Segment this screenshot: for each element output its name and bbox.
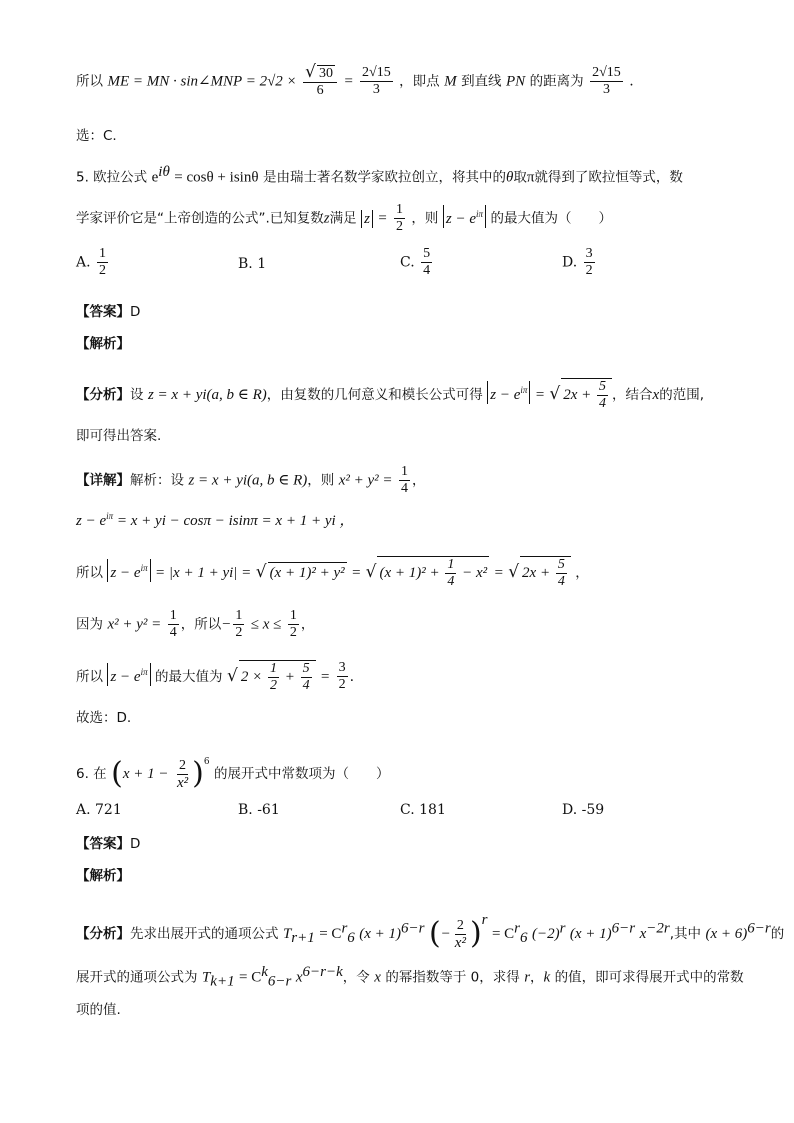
denominator: 2 (338, 677, 346, 693)
denominator: 4 (302, 678, 310, 693)
numerator: 2 (179, 757, 187, 773)
exponent: 6−r (611, 920, 636, 937)
numerator: 5 (302, 661, 310, 676)
option-label: A. (76, 254, 91, 271)
option-value: 181 (419, 802, 446, 818)
denominator: 3 (372, 82, 380, 97)
exponent: iπ (106, 511, 114, 521)
superscript: r (341, 920, 348, 937)
text: ，则 (411, 210, 439, 227)
answer-previous: 选：C. (76, 128, 117, 144)
option-a[interactable] (76, 802, 122, 818)
text: ， (412, 472, 426, 489)
text: 就得到了欧拉恒等式，数 (534, 169, 683, 186)
option-a[interactable] (76, 246, 110, 279)
equation: = C (491, 926, 515, 942)
option-d[interactable] (562, 802, 604, 818)
numerator: 2 (456, 917, 464, 933)
text: ，则 (307, 472, 335, 489)
exponent: 6−r−k (302, 964, 343, 980)
text: 先求出展开式的通项公式 (130, 926, 279, 942)
fraction: $\frac{√ 30}{6}$ (303, 64, 337, 99)
option-c[interactable] (400, 246, 434, 279)
text: 学家评价它是“上帝创造的公式”.已知复数 (76, 210, 324, 227)
text: 的范围, (659, 386, 705, 403)
exponent: 6−r (401, 920, 425, 937)
numerator: 1 (395, 202, 403, 217)
modulus (443, 205, 486, 228)
var-pi: π (526, 169, 535, 186)
denominator: 4 (599, 396, 607, 411)
answer-tag: 【答案】 (76, 836, 130, 852)
numerator: 1 (289, 608, 297, 623)
q5-because-line (76, 608, 314, 641)
modulus (107, 663, 150, 686)
expr: (x + 1) (359, 926, 402, 942)
numerator: 1 (169, 608, 177, 623)
q6-stem: 6. 在 (x + 1 − $\frac{2}{\text{x²}}$ )$^6$ 的展开式中常数项为（ ） (76, 756, 390, 791)
var-PN: PN (506, 73, 526, 90)
text: 的展开式中常数项为（ ） (214, 766, 390, 782)
expr: 2x + (522, 564, 551, 581)
var-z: z (323, 210, 330, 227)
text: ，即点 (399, 73, 440, 90)
expr: (x + 1)² + (379, 564, 440, 581)
q5-final: 故选：D. (76, 710, 132, 726)
sqrt-expr (377, 556, 489, 590)
denominator: 2 (235, 625, 243, 640)
detail-tag: 【详解】 (76, 472, 130, 489)
fenxi-tag: 【分析】 (76, 386, 130, 403)
var-k: k (543, 969, 551, 986)
modulus (487, 381, 530, 404)
var-T: T (282, 926, 292, 942)
equation: x² + y² = (338, 472, 393, 489)
q5-answer (76, 302, 140, 322)
text: 6. 在 (76, 766, 107, 782)
denominator: x² (176, 774, 189, 791)
exponent: r (559, 920, 566, 937)
equals: = (343, 73, 354, 90)
option-label: B. (238, 256, 253, 272)
text: ， (530, 969, 544, 986)
q5-analysis-tag: 【解析】 (76, 336, 130, 352)
exponent: iπ (475, 208, 483, 219)
denominator: 4 (557, 574, 565, 589)
numerator: 1 (235, 608, 243, 623)
subscript: k+1 (210, 973, 235, 990)
expr: z − e (110, 564, 141, 581)
q6-fenxi-line2 (76, 962, 744, 991)
numerator: 3 (338, 660, 346, 676)
q6-answer (76, 834, 140, 854)
expr: − x² (462, 564, 488, 581)
q5-line2: 学家评价它是“上帝创造的公式”.已知复数z满足 z = $\frac{1}{2}$ ，则 $z - e^{i\pi}$ 的最大值为（ ） (76, 202, 612, 234)
var-T: T (201, 969, 211, 986)
fraction (590, 65, 623, 98)
equation: = C (239, 969, 262, 986)
option-d[interactable] (562, 246, 597, 279)
var-x: x (652, 386, 660, 403)
inequality: ≤ x ≤ (250, 616, 282, 633)
numerator: 1 (269, 661, 277, 676)
numerator: 2√15 (362, 65, 391, 80)
q6-fenxi-line3: 项的值. (76, 1002, 121, 1018)
sqrt-value: 30 (318, 66, 333, 81)
exponent: −2r (646, 920, 670, 937)
text: 的幂指数等于 0，求得 (385, 969, 520, 986)
option-label: D. (562, 254, 578, 271)
text: ，结合 (612, 386, 653, 403)
fenxi-tag: 【分析】 (76, 926, 130, 942)
period: . (349, 668, 355, 685)
conclusion-line (76, 64, 634, 99)
equation: z = x + yi (147, 386, 207, 403)
denominator: 4 (447, 574, 455, 589)
q5-options (76, 246, 736, 286)
option-label: A. (76, 802, 91, 818)
superscript: k (261, 964, 268, 980)
equals: = (351, 564, 362, 581)
option-c[interactable] (400, 802, 446, 818)
text: ， (300, 616, 315, 633)
numerator: 3 (585, 246, 593, 261)
q5-max-line: 所以 $z - e^{i\pi}$ 的最大值为 √ 2 × $\frac{1}{2}$ + $\frac{5}{4}$ = $\frac{3}{2}$ . (76, 660, 355, 693)
period: . (629, 73, 634, 90)
option-label: C. (400, 802, 415, 818)
option-label: B. (238, 802, 253, 818)
sqrt-expr (520, 556, 571, 590)
text: 的 (770, 926, 785, 942)
denominator: 4 (401, 481, 409, 496)
expr: (x + 6) (705, 926, 748, 942)
q6-fenxi: 【分析】先求出展开式的通项公式 $T_{r+1} = C^r_6$ $(x + 1)^{6-r}$ (− $\frac{2}{\text{x²}}$ )$^r = C^r_6$ $(-2)^r$ $(x + 1)^{6-r}$ $x^{-2r}$,其中 $(x + 6)^{6-r}$的 (76, 912, 785, 951)
numerator: 1 (401, 464, 409, 479)
var-theta: θ (505, 169, 514, 186)
subscript: r+1 (291, 929, 315, 946)
text: 所以 (76, 73, 103, 90)
text: 解析：设 (130, 472, 184, 489)
modulus: z (361, 210, 373, 228)
numerator: 1 (99, 246, 107, 261)
numerator: 1 (447, 557, 455, 572)
exponent: r (481, 912, 488, 928)
option-value: -59 (581, 802, 605, 818)
sqrt-expr (561, 378, 612, 412)
text: 5. 欧拉公式 (76, 169, 148, 186)
q5-so-line: 所以 $z - e^{i\pi} = |x + 1 + yi|$ = √ (x + 1)² + y² = √ (x + 1)² + $\frac{1}{4}$ − x² = √ 2x + $\frac{5}{4}$ ， (76, 557, 589, 589)
denominator: 4 (423, 263, 431, 278)
denominator: 2 (269, 678, 277, 693)
expr: (−2) (531, 926, 560, 942)
text: ，所以 (180, 616, 222, 633)
text: 的最大值为（ ） (490, 210, 612, 227)
modulus (107, 559, 150, 582)
expr: z − e (445, 210, 476, 227)
denominator: 2 (395, 219, 403, 234)
text: 的值，即可求得展开式中的常数 (554, 969, 744, 986)
exponent: 6 (203, 757, 210, 767)
exponent: iθ (158, 164, 170, 180)
option-value: 1 (257, 256, 267, 272)
minus: − (221, 616, 232, 633)
q5-line1 (76, 162, 683, 188)
equation: ME = MN · sin∠MNP = 2√2 × (107, 73, 297, 90)
expr: 2 × (240, 668, 263, 685)
exponent: 6−r (747, 920, 771, 937)
euler-e: e (151, 169, 159, 186)
text: 所以 (76, 564, 103, 581)
equation: z = x + yi (188, 472, 248, 489)
text: 展开式的通项公式为 (76, 969, 198, 986)
numerator: 5 (557, 557, 565, 572)
option-label: C. (400, 254, 415, 271)
denominator: 2 (289, 625, 297, 640)
text: ， (575, 564, 589, 581)
text: 的距离为 (529, 73, 584, 90)
text: 设 (130, 386, 144, 403)
option-value: 721 (95, 802, 122, 818)
var-r: r (524, 969, 531, 986)
text: 所以 (76, 668, 103, 685)
equation: = cosθ + isinθ (174, 169, 259, 186)
text: ，令 (342, 969, 370, 986)
denominator: 3 (602, 82, 610, 97)
text: 是由瑞士著名数学家欧拉创立，将其中的 (262, 169, 506, 186)
expr: z − e (76, 513, 107, 529)
fraction (394, 202, 405, 235)
numerator: 5 (423, 246, 431, 261)
fraction (360, 65, 393, 98)
expr: x + 1 − (122, 766, 169, 782)
equation: = |x + 1 + yi| = (155, 564, 252, 581)
text: 取 (513, 169, 527, 186)
expr: (x + 1) (569, 926, 612, 942)
condition: (a, b ∈ R) (206, 386, 267, 403)
expr: 2x + (563, 386, 592, 403)
var-x: x (639, 926, 647, 942)
q5-fenxi: 【分析】设 z = x + yi(a, b ∈ R)，由复数的几何意义和模长公式可得 $z - e^{i\pi}$ = √ 2x + $\frac{5}{4}$ ，结合x的范围, (76, 379, 705, 411)
subscript: 6−r (267, 973, 292, 990)
denominator: 4 (169, 625, 177, 640)
sqrt-expr (239, 660, 316, 694)
minus: − (440, 926, 451, 942)
answer-value: D (130, 836, 141, 852)
equation: x² + y² = (107, 616, 162, 633)
exponent: iπ (140, 666, 148, 677)
denominator: 2 (99, 263, 107, 278)
denominator: x² (454, 934, 466, 951)
denominator: 2 (585, 263, 593, 278)
subscript: 6 (520, 929, 528, 946)
equation: = C (319, 926, 342, 942)
denominator: 6 (316, 83, 324, 98)
text: ,其中 (669, 926, 702, 942)
q5-z-line (76, 506, 354, 531)
expr: z − e (110, 668, 141, 685)
equation: = x + yi − cosπ − isinπ = x + 1 + yi ， (116, 513, 355, 529)
var-x: x (374, 969, 381, 986)
answer-value: D (130, 304, 141, 320)
text: 到直线 (461, 73, 502, 90)
var-M: M (444, 73, 457, 90)
subscript: 6 (347, 929, 355, 946)
superscript: r (514, 920, 521, 937)
text: 因为 (76, 616, 103, 633)
exponent: iπ (520, 384, 528, 395)
q5-detail (76, 464, 426, 497)
q6-options (76, 802, 736, 842)
option-label: D. (562, 802, 578, 818)
plus: + (284, 668, 295, 685)
q5-fenxi-line2: 即可得出答案. (76, 428, 162, 444)
text: 满足 (329, 210, 357, 227)
expr: z − e (490, 386, 521, 403)
answer-tag: 【答案】 (76, 304, 130, 320)
equals: = (320, 668, 331, 685)
text: 的最大值为 (155, 668, 223, 685)
text: ，由复数的几何意义和模长公式可得 (266, 386, 483, 403)
q6-analysis-tag: 【解析】 (76, 868, 130, 884)
exponent: iπ (140, 562, 148, 573)
option-b[interactable] (238, 256, 266, 272)
numerator: 2√15 (592, 65, 621, 80)
equals: = (493, 564, 504, 581)
condition: (a, b ∈ R) (247, 472, 308, 489)
option-b[interactable] (238, 802, 280, 818)
var-x: x (295, 969, 303, 986)
sqrt-expr: (x + 1)² + y² (268, 562, 347, 583)
option-value: -61 (257, 802, 280, 818)
numerator: 5 (599, 379, 607, 394)
